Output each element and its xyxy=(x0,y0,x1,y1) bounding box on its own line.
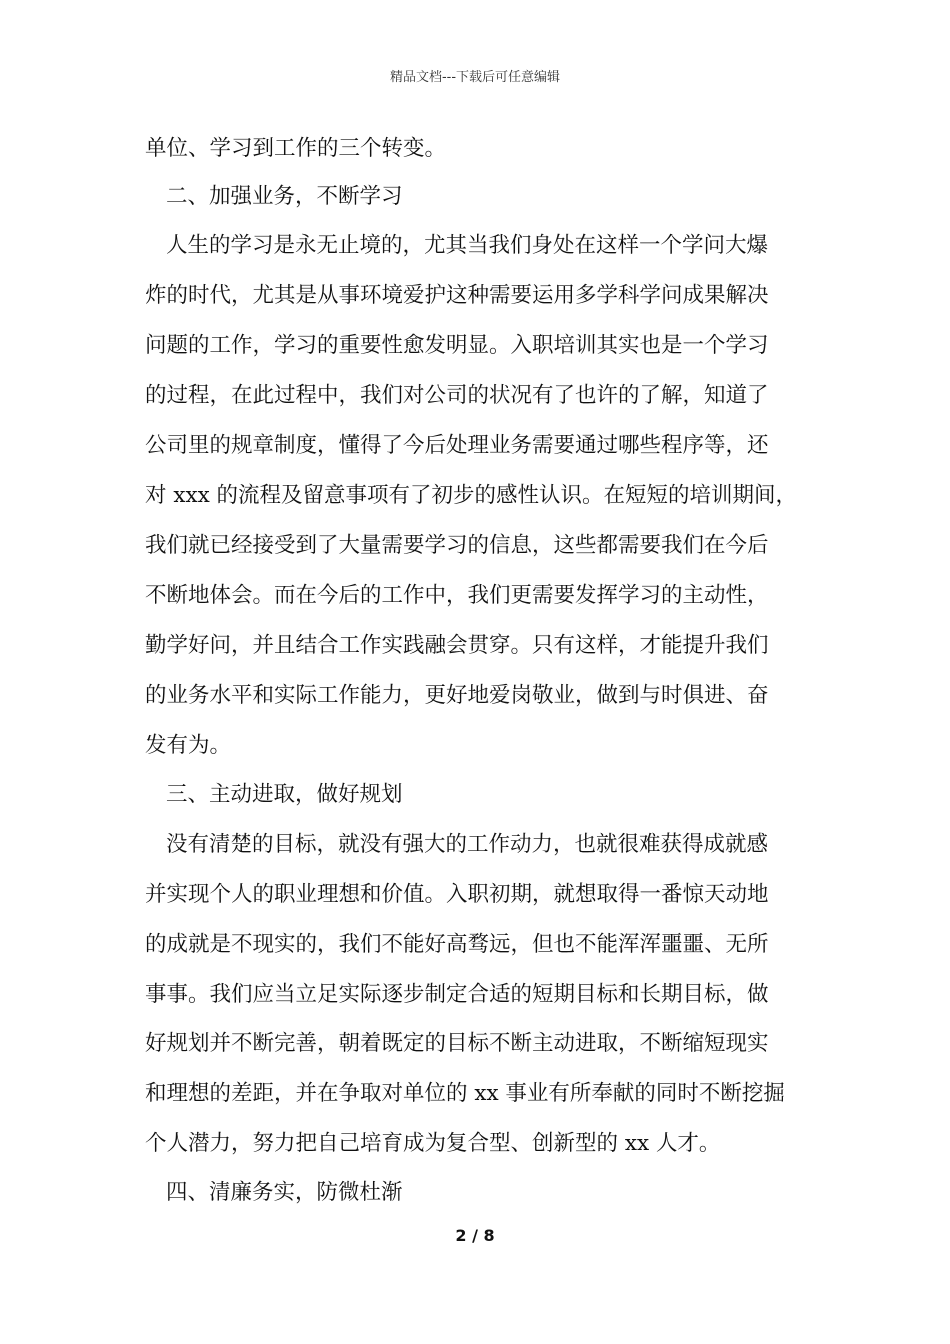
body-line: 并实现个人的职业理想和价值。入职初期，就想取得一番惊天动地 xyxy=(145,882,769,907)
body-line: 发有为。 xyxy=(145,733,232,758)
body-line: 勤学好问，并且结合工作实践融会贯穿。只有这样，才能提升我们 xyxy=(145,633,769,658)
body-line: 不断地体会。而在今后的工作中，我们更需要发挥学习的主动性， xyxy=(145,583,769,608)
body-line: 对 xxx 的流程及留意事项有了初步的感性认识。在短短的培训期间， xyxy=(145,483,798,508)
body-line: 的业务水平和实际工作能力，更好地爱岗敬业，做到与时俱进、奋 xyxy=(145,683,769,708)
body-line: 和理想的差距，并在争取对单位的 xx 事业有所奉献的同时不断挖掘 xyxy=(145,1081,785,1106)
body-line: 的成就是不现实的，我们不能好高骛远，但也不能浑浑噩噩、无所 xyxy=(145,932,769,957)
section-heading: 二、加强业务，不断学习 xyxy=(166,184,403,209)
body-line: 单位、学习到工作的三个转变。 xyxy=(145,136,447,161)
body-line: 没有清楚的目标，就没有强大的工作动力，也就很难获得成就感 xyxy=(166,832,769,857)
body-line: 问题的工作，学习的重要性愈发明显。入职培训其实也是一个学习 xyxy=(145,333,769,358)
body-line: 的过程，在此过程中，我们对公司的状况有了也许的了解，知道了 xyxy=(145,383,769,408)
body-line: 我们就已经接受到了大量需要学习的信息，这些都需要我们在今后 xyxy=(145,533,769,558)
body-line: 炸的时代，尤其是从事环境爱护这种需要运用多学科学问成果解决 xyxy=(145,283,769,308)
body-line: 事事。我们应当立足实际逐步制定合适的短期目标和长期目标，做 xyxy=(145,982,769,1007)
section-heading: 四、清廉务实，防微杜渐 xyxy=(166,1180,403,1205)
body-line: 好规划并不断完善，朝着既定的目标不断主动进取，不断缩短现实 xyxy=(145,1031,769,1056)
body-line: 个人潜力，努力把自己培育成为复合型、创新型的 xx 人才。 xyxy=(145,1131,721,1156)
section-heading: 三、主动进取，做好规划 xyxy=(166,782,403,807)
page-header: 精品文档---下载后可任意编辑 xyxy=(389,70,561,85)
page-number: 2 / 8 xyxy=(455,1226,495,1245)
body-line: 公司里的规章制度，懂得了今后处理业务需要通过哪些程序等，还 xyxy=(145,433,769,458)
body-line: 人生的学习是永无止境的，尤其当我们身处在这样一个学问大爆 xyxy=(166,233,769,258)
